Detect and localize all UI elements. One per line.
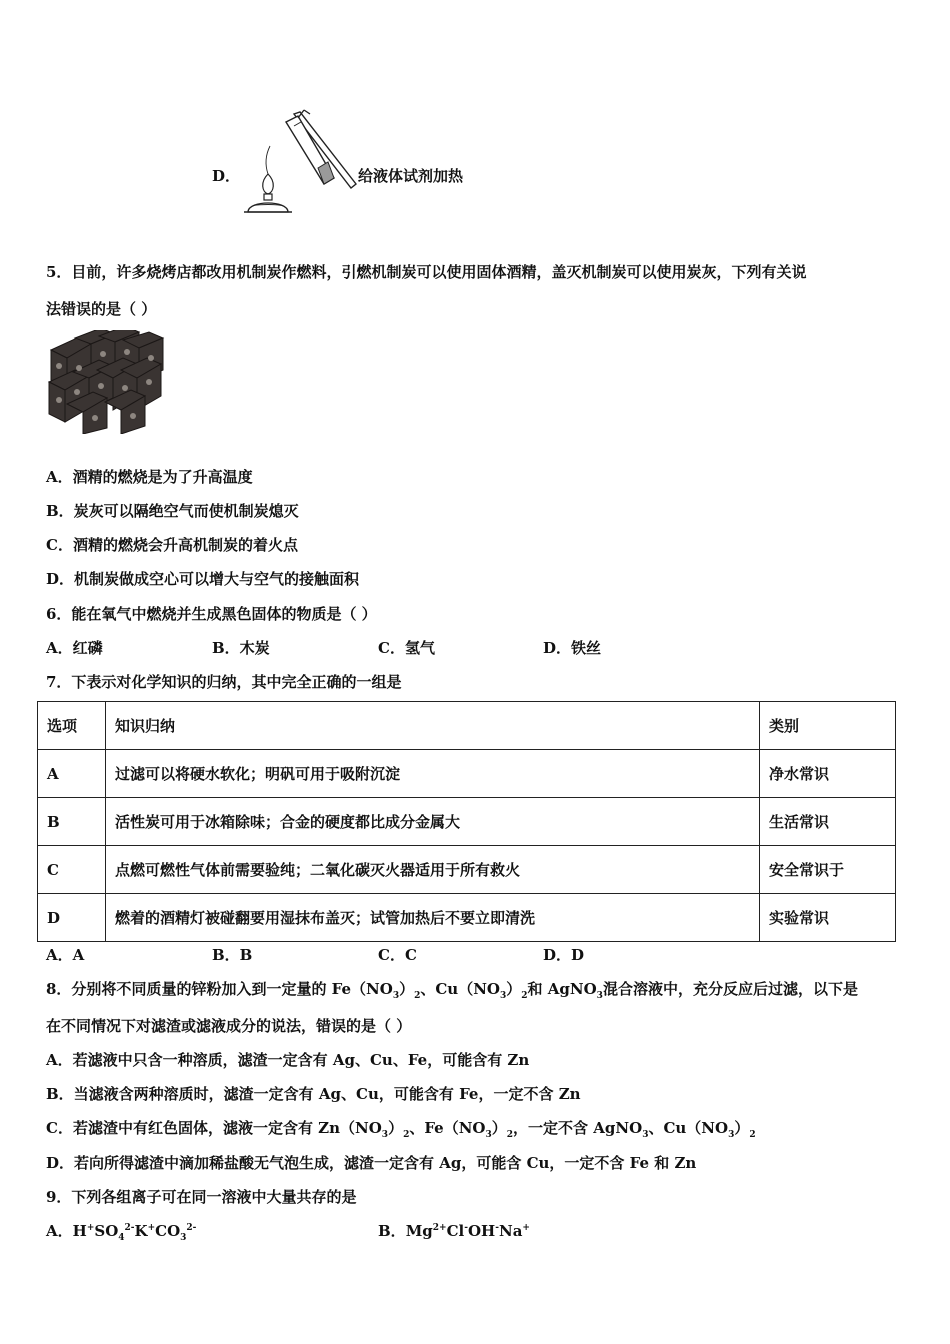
table-cell: 实验常识 [760,894,896,942]
q6-option-d: D．铁丝 [543,639,602,657]
q5-stem-line2: 法错误的是（ ） [46,300,157,318]
knowledge-table [37,701,896,942]
q8-stem-line2: 在不同情况下对滤渣或滤液成分的说法，错误的是（ ） [46,1017,412,1035]
q5-option-b: B．炭灰可以隔绝空气而使机制炭熄灭 [46,502,299,520]
table-cell: 燃着的酒精灯被碰翻要用湿抹布盖灭；试管加热后不要立即清洗 [106,894,760,942]
table-header-cell: 知识归纳 [106,702,760,750]
table-cell: 过滤可以将硬水软化；明矾可用于吸附沉淀 [106,750,760,798]
q5-stem-line1: 5．目前，许多烧烤店都改用机制炭作燃料，引燃机制炭可以使用固体酒精，盖灭机制炭可以使用炭灰，下列有关说 [46,263,807,281]
q6-option-c: C．氢气 [378,639,435,657]
machine-charcoal-photo [47,330,165,434]
q7-option-d: D．D [543,946,585,964]
q9-option-b: B．$Mg^{2+}Cl^-OH^-Na^+$ [378,1222,530,1240]
table-cell: 净水常识 [760,750,896,798]
table-row [38,750,896,798]
table-cell: 安全常识于 [760,846,896,894]
q6-stem: 6．能在氧气中燃烧并生成黑色固体的物质是（ ） [46,605,377,623]
q5-option-c: C．酒精的燃烧会升高机制炭的着火点 [46,536,298,554]
q4-option-d-letter: D． [212,167,241,185]
table-cell: 生活常识 [760,798,896,846]
table-cell: 活性炭可用于冰箱除味；合金的硬度都比成分金属大 [106,798,760,846]
q7-option-b: B．B [212,946,253,964]
table-row [38,894,896,942]
table-header-cell: 选项 [38,702,106,750]
q7-stem: 7．下表示对化学知识的归纳，其中完全正确的一组是 [46,673,402,691]
table-row [38,798,896,846]
q9-stem: 9．下列各组离子可在同一溶液中大量共存的是 [46,1188,357,1206]
q7-option-a: A．A [46,946,85,964]
table-cell: D [38,894,106,942]
test-tube-heating-illustration [238,108,360,220]
table-row [38,846,896,894]
table-header-cell: 类别 [760,702,896,750]
q6-option-b: B．木炭 [212,639,270,657]
q7-option-c: C．C [378,946,417,964]
q5-option-a: A．酒精的燃烧是为了升高温度 [46,468,253,486]
q8-stem-line1: 8．分别将不同质量的锌粉加入到一定量的 $Fe(NO_3)_2$、$Cu(NO_3)_2$和 AgNO$_3$混合溶液中，充分反应后过滤，以下是 [46,980,858,1001]
table-cell: B [38,798,106,846]
table-cell: A [38,750,106,798]
table-cell: 点燃可燃性气体前需要验纯；二氧化碳灭火器适用于所有救火 [106,846,760,894]
q6-option-a: A．红磷 [46,639,103,657]
q9-option-a: A．$H^+SO_4^{2-}K^+CO_3^{2-}$ [46,1222,197,1243]
q5-option-d: D．机制炭做成空心可以增大与空气的接触面积 [46,570,360,588]
q8-option-b: B．当滤液含两种溶质时，滤渣一定含有 Ag、Cu，可能含有 Fe，一定不含 Zn [46,1085,581,1103]
q8-option-d: D．若向所得滤渣中滴加稀盐酸无气泡生成，滤渣一定含有 Ag，可能含 Cu，一定不含 Fe 和 Zn [46,1154,697,1172]
table-header-row [38,702,896,750]
q8-option-c: C．若滤渣中有红色固体，滤液一定含有 $Zn(NO_3)_2$、$Fe(NO_3)_2$，一定不含 AgNO$_3$、$Cu(NO_3)_2$ [46,1119,756,1140]
q4-option-d-caption: 给液体试剂加热 [358,167,464,185]
q8-option-a: A．若滤液中只含一种溶质，滤渣一定含有 Ag、Cu、Fe，可能含有 Zn [46,1051,530,1069]
table-cell: C [38,846,106,894]
